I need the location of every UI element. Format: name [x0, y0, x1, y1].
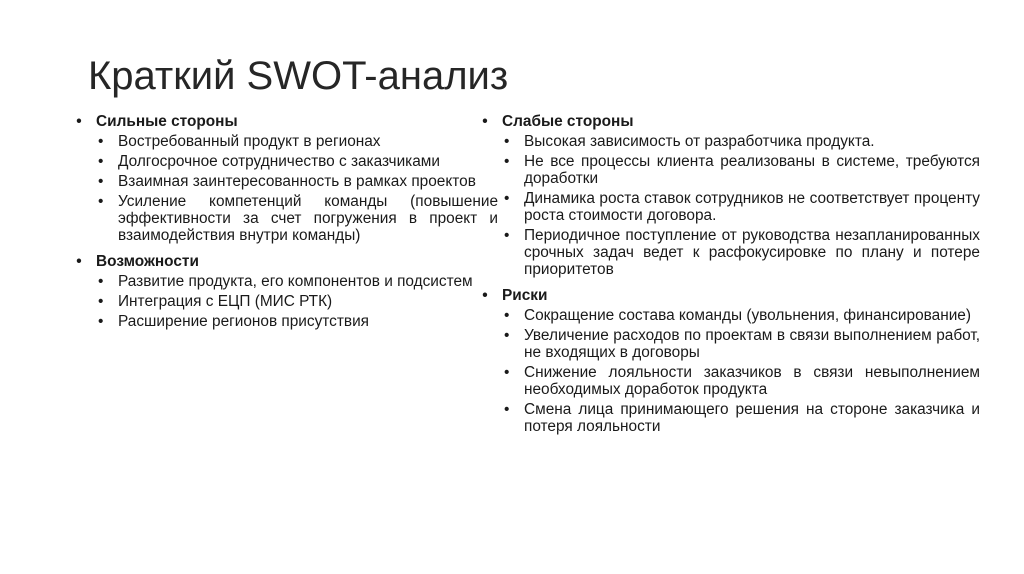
- weaknesses-heading: [480, 113, 980, 130]
- bullet-icon: •: [76, 113, 82, 130]
- list-item-text: Периодичное поступление от руководства незапланированных срочных задач ведет к расфокусировке по плану и потере приоритетов: [524, 227, 980, 278]
- list-item: [480, 307, 980, 324]
- bullet-icon: •: [504, 227, 510, 244]
- bullet-icon: •: [98, 313, 104, 330]
- list-item-text: Не все процессы клиента реализованы в системе, требуются доработки: [524, 153, 980, 187]
- bullet-icon: •: [504, 133, 510, 150]
- bullet-icon: •: [98, 173, 104, 190]
- bullet-icon: •: [482, 113, 488, 130]
- list-item-text: Увеличение расходов по проектам в связи выполнением работ, не входящих в договоры: [524, 327, 980, 361]
- list-item-text: Усиление компетенций команды (повышение эффективности за счет погружения в проект и взаимодействия внутри команды): [118, 193, 498, 244]
- strengths-list: [74, 133, 498, 244]
- list-item: [74, 133, 498, 150]
- bullet-icon: •: [504, 307, 510, 324]
- list-item-text: Взаимная заинтересованность в рамках проектов: [118, 173, 476, 190]
- list-item-text: Интеграция с ЕЦП (МИС РТК): [118, 293, 333, 310]
- list-item: [74, 313, 498, 330]
- strengths-section: [74, 113, 498, 244]
- list-item: [74, 173, 498, 190]
- strengths-heading: [74, 113, 498, 130]
- opportunities-heading-text: Возможности: [96, 253, 199, 270]
- list-item-text: Развитие продукта, его компонентов и подсистем: [118, 273, 473, 290]
- threats-heading-text: Риски: [502, 287, 548, 304]
- list-item: [480, 190, 980, 224]
- bullet-icon: •: [504, 327, 510, 344]
- list-item-text: Снижение лояльности заказчиков в связи невыполнением необходимых доработок продукта: [524, 364, 980, 398]
- list-item: [480, 133, 980, 150]
- list-item-text: Высокая зависимость от разработчика продукта.: [524, 133, 875, 150]
- list-item-text: Долгосрочное сотрудничество с заказчиками: [118, 153, 440, 170]
- threats-heading: [480, 287, 980, 304]
- bullet-icon: •: [98, 133, 104, 150]
- right-column: [480, 113, 980, 438]
- bullet-icon: •: [98, 293, 104, 310]
- list-item: [480, 227, 980, 278]
- list-item: [480, 364, 980, 398]
- weaknesses-section: [480, 113, 980, 278]
- list-item: [74, 193, 498, 244]
- list-item: [480, 327, 980, 361]
- list-item: [74, 293, 498, 310]
- weaknesses-list: [480, 133, 980, 278]
- list-item: [74, 153, 498, 170]
- opportunities-heading: [74, 253, 498, 270]
- bullet-icon: •: [504, 364, 510, 381]
- list-item: [74, 273, 498, 290]
- slide-title: Краткий SWOT-анализ: [88, 54, 509, 98]
- bullet-icon: •: [76, 253, 82, 270]
- strengths-heading-text: Сильные стороны: [96, 113, 238, 130]
- opportunities-list: [74, 273, 498, 330]
- threats-section: [480, 287, 980, 435]
- bullet-icon: •: [504, 190, 510, 207]
- list-item: [480, 153, 980, 187]
- bullet-icon: •: [98, 273, 104, 290]
- bullet-icon: •: [98, 153, 104, 170]
- list-item-text: Динамика роста ставок сотрудников не соответствует проценту роста стоимости договора.: [524, 190, 980, 224]
- bullet-icon: •: [98, 193, 104, 210]
- list-item-text: Сокращение состава команды (увольнения, финансирование): [524, 307, 971, 324]
- bullet-icon: •: [504, 153, 510, 170]
- list-item-text: Смена лица принимающего решения на стороне заказчика и потеря лояльности: [524, 401, 980, 435]
- bullet-icon: •: [504, 401, 510, 418]
- list-item-text: Востребованный продукт в регионах: [118, 133, 381, 150]
- bullet-icon: •: [482, 287, 488, 304]
- list-item-text: Расширение регионов присутствия: [118, 313, 370, 330]
- weaknesses-heading-text: Слабые стороны: [502, 113, 634, 130]
- list-item: [480, 401, 980, 435]
- threats-list: [480, 307, 980, 435]
- left-column: [74, 113, 498, 333]
- opportunities-section: [74, 253, 498, 330]
